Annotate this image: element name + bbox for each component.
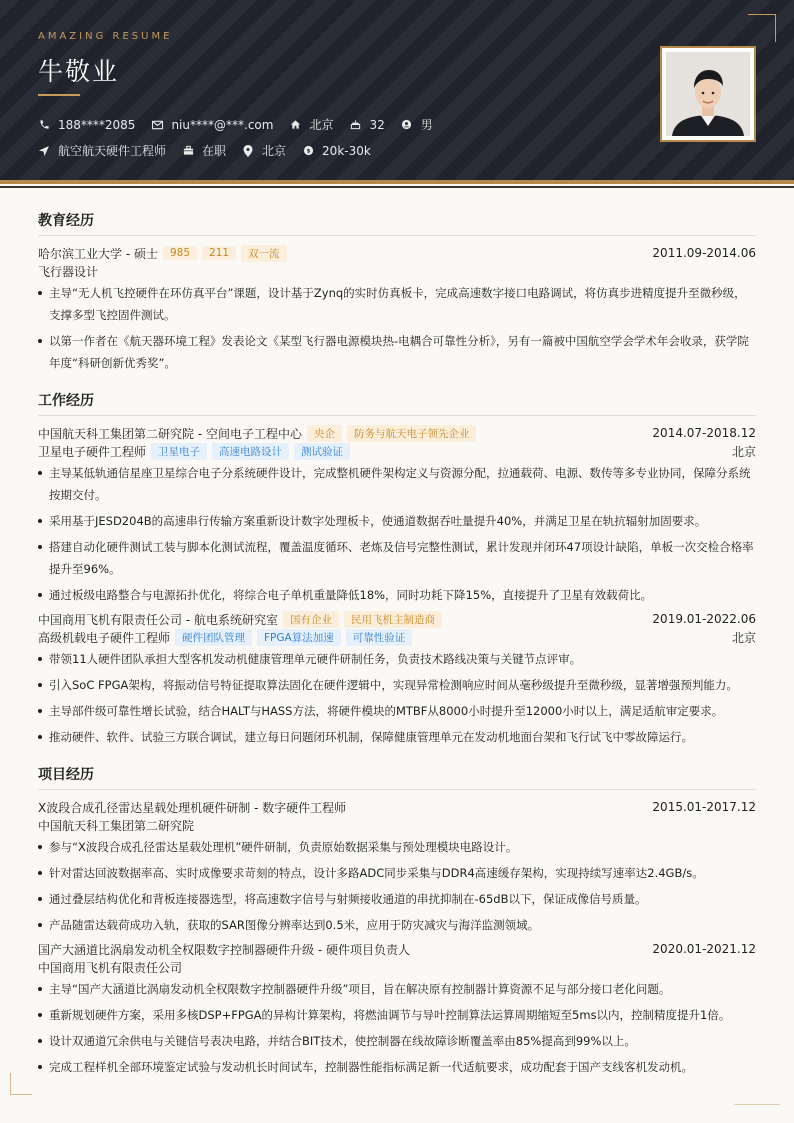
project-entry [38, 798, 756, 936]
location-text: 北京 [309, 118, 334, 132]
company-name: 中国航天科工集团第二研究院 - 空间电子工程中心 [38, 426, 302, 441]
school-name: 哈尔滨工业大学 - 硕士 [38, 246, 158, 261]
money-icon [302, 145, 314, 157]
education-major-row [38, 262, 756, 280]
education-date: 2011.09-2014.06 [652, 246, 756, 260]
city-item [242, 142, 286, 159]
candidate-name: 牛敬业 [38, 57, 120, 86]
school-tag: 985 [163, 246, 197, 260]
project-date: 2020.01-2021.12 [652, 942, 756, 956]
phone-item [38, 118, 135, 132]
project-head [38, 940, 756, 958]
location-item [289, 116, 333, 133]
project-org: 中国航天科工集团第二研究院 [38, 818, 195, 833]
position-item [38, 142, 166, 159]
home-icon [289, 119, 301, 131]
intention-row [38, 142, 387, 159]
list-item: 推动硬件、软件、试验三方联合调试，建立每日问题闭环机制，保障健康管理单元在发动机地面台架和飞行试飞中零故障运行。 [38, 726, 756, 748]
profile-photo [660, 46, 756, 142]
project-org: 中国商用飞机有限责任公司 [38, 960, 183, 975]
education-section [38, 210, 756, 374]
work-role-row [38, 442, 756, 460]
send-icon [38, 145, 50, 157]
project-bullets [38, 978, 756, 1078]
gender-item [401, 116, 433, 133]
job-role: 卫星电子硬件工程师 [38, 444, 147, 459]
skill-tag: 卫星电子 [151, 443, 207, 460]
list-item: 完成工程样机全部环境鉴定试验与发动机长时间试车，控制器性能指标满足新一代适航要求，成功配套于国产支线客机发动机。 [38, 1056, 756, 1078]
work-date: 2014.07-2018.12 [652, 426, 756, 440]
avatar [666, 52, 750, 136]
company-name: 中国商用飞机有限责任公司 - 航电系统研究室 [38, 612, 278, 627]
education-entry [38, 244, 756, 374]
section-title-education: 教育经历 [38, 210, 756, 236]
company-tag: 民用飞机主制造商 [344, 611, 442, 628]
corner-ornament [10, 1073, 32, 1095]
list-item: 主导某低轨通信星座卫星综合电子分系统硬件设计，完成整机硬件架构定义与资源分配，拉通载荷、电源、数传等多专业协同，保障分系统按期交付。 [38, 462, 756, 506]
phone-icon [38, 119, 50, 131]
work-city: 北京 [731, 444, 756, 459]
project-date: 2015.01-2017.12 [652, 800, 756, 814]
email-text: niu****@***.com [171, 117, 274, 132]
status-item [182, 142, 226, 159]
contact-row [38, 116, 449, 133]
list-item: 引入SoC FPGA架构，将振动信号特征提取算法固化在硬件逻辑中，实现异常检测响应时间从毫秒级提升至微秒级，显著增强预判能力。 [38, 674, 756, 696]
work-role-row [38, 628, 756, 646]
work-entry [38, 424, 756, 606]
work-entry [38, 610, 756, 748]
work-city: 北京 [731, 630, 756, 645]
education-bullets [38, 282, 756, 374]
gender-icon [401, 119, 413, 131]
section-title-projects: 项目经历 [38, 764, 756, 790]
name-underline [38, 94, 80, 96]
age-text: 32 [369, 117, 385, 132]
list-item: 针对雷达回波数据率高、实时成像要求苛刻的特点，设计多路ADC同步采集与DDR4高速缓存架构，实现持续写速率达2.4GB/s。 [38, 862, 756, 884]
age-item [349, 118, 384, 132]
school-tag: 211 [202, 246, 236, 260]
project-head [38, 798, 756, 816]
list-item: 产品随雷达载荷成功入轨，获取的SAR图像分辨率达到0.5米，应用于防灾减灾与海洋监测领域。 [38, 914, 756, 936]
skill-tag: FPGA算法加速 [257, 629, 341, 646]
section-title-work: 工作经历 [38, 390, 756, 416]
job-role: 高级机载电子硬件工程师 [38, 630, 171, 645]
status-text: 在职 [202, 144, 227, 158]
list-item: 主导“国产大涵道比涡扇发动机全权限数字控制器硬件升级”项目，旨在解决原有控制器计算资源不足与部分接口老化问题。 [38, 978, 756, 1000]
list-item: 参与“X波段合成孔径雷达星载处理机”硬件研制，负责原始数据采集与预处理模块电路设计。 [38, 836, 756, 858]
footer-rule [734, 1104, 780, 1105]
work-section [38, 390, 756, 748]
phone-text: 188****2085 [58, 117, 136, 132]
email-icon [151, 119, 163, 131]
project-org-row [38, 958, 756, 976]
salary-text: 20k-30k [322, 143, 371, 158]
skill-tag: 可靠性验证 [346, 629, 413, 646]
salary-item [302, 144, 371, 158]
work-bullets [38, 648, 756, 748]
education-head [38, 244, 756, 262]
work-date: 2019.01-2022.06 [652, 612, 756, 626]
company-tag: 央企 [307, 425, 342, 442]
list-item: 搭建自动化硬件测试工装与脚本化测试流程，覆盖温度循环、老炼及信号完整性测试，累计发现并闭环47项设计缺陷，单板一次交检合格率提升至96%。 [38, 536, 756, 580]
corner-ornament [748, 14, 776, 42]
skill-tag: 高速电路设计 [212, 443, 289, 460]
project-section [38, 764, 756, 1078]
project-bullets [38, 836, 756, 936]
header-eyebrow: AMAZING RESUME [38, 31, 173, 42]
map-pin-icon [242, 145, 254, 157]
major: 飞行器设计 [38, 264, 99, 279]
list-item: 以第一作者在《航天器环境工程》发表论文《某型飞行器电源模块热-电耦合可靠性分析》，另有一篇被中国航空学会学术年会收录，获学院年度“科研创新优秀奖”。 [38, 330, 756, 374]
email-item [151, 118, 273, 132]
list-item: 通过叠层结构优化和背板连接器选型，将高速数字信号与射频接收通道的串扰抑制在-65dB以下，保证成像信号质量。 [38, 888, 756, 910]
project-entry [38, 940, 756, 1078]
briefcase-icon [182, 145, 194, 157]
company-tag: 国有企业 [283, 611, 339, 628]
skill-tag: 测试验证 [294, 443, 350, 460]
svg-text:$: $ [306, 148, 310, 155]
cake-icon [349, 119, 361, 131]
company-tag: 防务与航天电子领先企业 [347, 425, 477, 442]
list-item: 采用基于JESD204B的高速串行传输方案重新设计数字处理板卡，使通道数据吞吐量提升40%，并满足卫星在轨抗辐射加固要求。 [38, 510, 756, 532]
gender-text: 男 [420, 118, 433, 132]
project-name: X波段合成孔径雷达星载处理机硬件研制 - 数字硬件工程师 [38, 800, 347, 815]
work-bullets [38, 462, 756, 606]
skill-tag: 硬件团队管理 [175, 629, 252, 646]
list-item: 主导部件级可靠性增长试验，结合HALT与HASS方法，将硬件模块的MTBF从8000小时提升至12000小时以上，满足适航审定要求。 [38, 700, 756, 722]
list-item: 通过板级电路整合与电源拓扑优化，将综合电子单机重量降低18%，同时功耗下降15%，直接提升了卫星有效载荷比。 [38, 584, 756, 606]
city-text: 北京 [262, 144, 287, 158]
position-text: 航空航天硬件工程师 [58, 144, 167, 158]
resume-body [38, 206, 756, 1094]
school-tag: 双一流 [241, 245, 287, 262]
list-item: 重新规划硬件方案，采用多核DSP+FPGA的异构计算架构，将燃油调节与导叶控制算法运算周期缩短至5ms以内，控制精度提升1倍。 [38, 1004, 756, 1026]
list-item: 设计双通道冗余供电与关键信号表决电路，并结合BIT技术，使控制器在线故障诊断覆盖率由85%提高到99%以上。 [38, 1030, 756, 1052]
work-head [38, 424, 756, 442]
list-item: 主导“无人机飞控硬件在环仿真平台”课题，设计基于Zynq的实时仿真板卡，完成高速数字接口电路调试，将仿真步进精度提升至微秒级，支撑多型飞控固件测试。 [38, 282, 756, 326]
resume-header [0, 0, 794, 184]
project-org-row [38, 816, 756, 834]
work-head [38, 610, 756, 628]
list-item: 带领11人硬件团队承担大型客机发动机健康管理单元硬件研制任务，负责技术路线决策与关键节点评审。 [38, 648, 756, 670]
project-name: 国产大涵道比涡扇发动机全权限数字控制器硬件升级 - 硬件项目负责人 [38, 942, 410, 957]
